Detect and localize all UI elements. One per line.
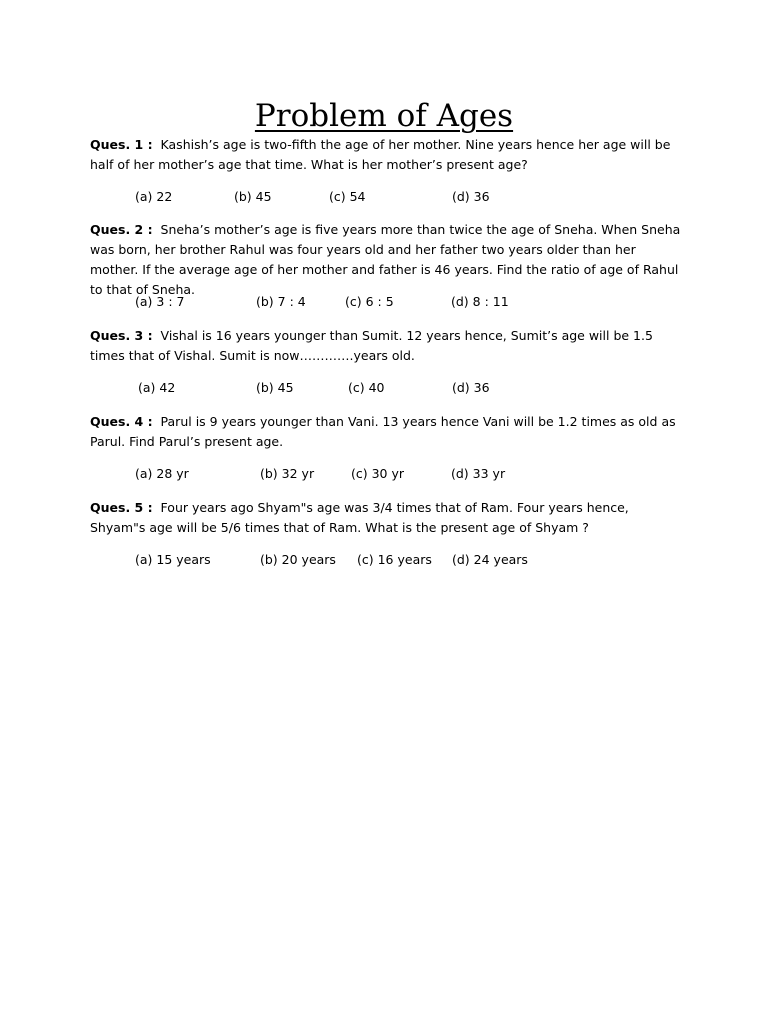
option-a: (a) 28 yr <box>135 466 189 481</box>
option-a: (a) 42 <box>138 380 176 395</box>
option-d: (d) 33 yr <box>451 466 506 481</box>
question-3 <box>90 326 682 366</box>
option-a: (a) 15 years <box>135 552 211 567</box>
question-text: Vishal is 16 years younger than Sumit. 12 years hence, Sumit’s age will be 1.5 times that of Vishal. Sumit is now………….years old. <box>90 328 653 363</box>
question-text: Sneha’s mother’s age is five years more than twice the age of Sneha. When Sneha was born, her brother Rahul was four years old and her father two years older than her mother. If the average age of her mother and father is 46 years. Find the ratio of age of Rahul to that of Sneha. <box>90 222 681 297</box>
option-d: (d) 24 years <box>452 552 528 567</box>
option-c: (c) 6 : 5 <box>345 294 394 309</box>
question-label: Ques. 1 : <box>90 137 153 152</box>
question-4-options <box>0 464 768 484</box>
question-text: Four years ago Shyam"s age was 3/4 times that of Ram. Four years hence, Shyam"s age will be 5/6 times that of Ram. What is the present age of Shyam ? <box>90 500 629 535</box>
option-c: (c) 16 years <box>357 552 432 567</box>
option-c: (c) 40 <box>348 380 385 395</box>
question-label: Ques. 5 : <box>90 500 153 515</box>
option-d: (d) 8 : 11 <box>451 294 509 309</box>
question-text: Parul is 9 years younger than Vani. 13 years hence Vani will be 1.2 times as old as Parul. Find Parul’s present age. <box>90 414 676 449</box>
question-5 <box>90 498 682 538</box>
option-b: (b) 20 years <box>260 552 336 567</box>
question-1-options <box>0 187 768 207</box>
option-d: (d) 36 <box>452 380 490 395</box>
page-title: Problem of Ages <box>254 98 514 134</box>
option-d: (d) 36 <box>452 189 490 204</box>
option-a: (a) 22 <box>135 189 173 204</box>
question-label: Ques. 2 : <box>90 222 153 237</box>
option-c: (c) 54 <box>329 189 366 204</box>
question-2-options <box>0 292 768 312</box>
option-b: (b) 7 : 4 <box>256 294 306 309</box>
question-5-options <box>0 550 768 570</box>
question-1 <box>90 135 682 175</box>
option-a: (a) 3 : 7 <box>135 294 185 309</box>
option-b: (b) 32 yr <box>260 466 315 481</box>
option-c: (c) 30 yr <box>351 466 405 481</box>
question-text: Kashish’s age is two-fifth the age of her mother. Nine years hence her age will be half of her mother’s age that time. What is her mother’s present age? <box>90 137 671 172</box>
option-b: (b) 45 <box>234 189 272 204</box>
question-label: Ques. 3 : <box>90 328 153 343</box>
question-4 <box>90 412 682 452</box>
question-label: Ques. 4 : <box>90 414 153 429</box>
question-3-options <box>0 378 768 398</box>
option-b: (b) 45 <box>256 380 294 395</box>
question-2 <box>90 220 682 300</box>
